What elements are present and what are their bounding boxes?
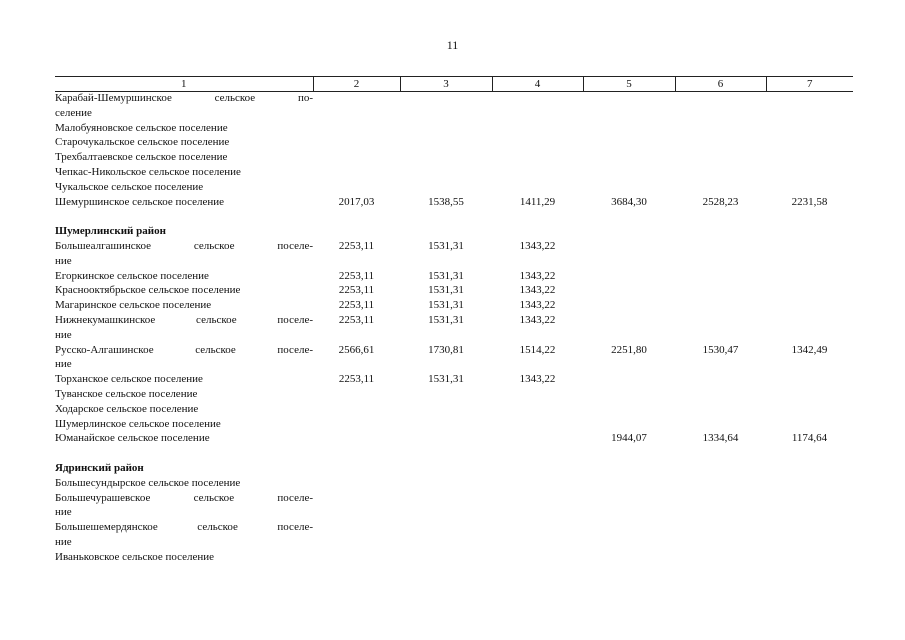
value-col-6 [675,270,766,285]
value-col-7: 2231,58 [791,195,828,208]
settlement-name: ние [55,328,72,341]
value-col-4 [492,477,583,492]
table-row [55,255,853,270]
value-col-7 [766,136,853,151]
value-col-2 [313,136,400,151]
settlement-name: Малобуяновское сельское поселение [55,121,228,134]
value-col-7 [766,122,853,137]
table-row [55,418,853,433]
value-col-3: 1531,31 [428,373,464,386]
value-col-3 [400,388,492,403]
value-col-7 [766,240,853,255]
value-col-2 [313,492,400,507]
value-col-4: 1343,22 [519,239,556,252]
value-col-7 [766,92,853,107]
value-col-2 [313,551,400,566]
value-col-5 [583,284,675,299]
value-col-2 [313,107,400,122]
column-header-4: 4 [492,77,583,92]
value-col-4 [492,403,583,418]
value-col-3: 1531,31 [428,239,464,252]
table-row [55,314,853,329]
value-col-3 [400,506,492,521]
value-col-3 [400,181,492,196]
settlement-name: Магаринское сельское поселение [55,299,212,312]
value-col-3 [400,92,492,107]
value-col-6 [675,314,766,329]
settlement-name: Большесундырское сельское поселение [55,476,241,489]
value-col-7 [766,151,853,166]
value-col-7 [766,166,853,181]
value-col-4 [492,506,583,521]
value-col-7 [766,536,853,551]
table-row [55,403,853,418]
value-col-7: 1342,49 [791,343,828,356]
value-col-7 [766,418,853,433]
table-row [55,551,853,566]
table-row [55,107,853,122]
table-row [55,358,853,373]
value-col-6 [675,166,766,181]
value-col-5 [583,403,675,418]
value-col-7 [766,521,853,536]
value-col-6 [675,418,766,433]
district-name: Ядринский район [55,461,144,474]
table-row [55,373,853,388]
table-row [55,492,853,507]
value-col-5 [583,166,675,181]
value-col-2: 2253,11 [338,313,375,326]
table-row [55,136,853,151]
value-col-6 [675,329,766,344]
value-col-5 [583,314,675,329]
settlement-name: Нижнекумашкинское сельское поселе- [55,313,313,326]
value-col-3 [400,551,492,566]
value-col-4 [492,551,583,566]
value-col-6 [675,122,766,137]
value-col-5: 2251,80 [611,343,647,356]
value-col-6 [675,151,766,166]
value-col-4 [492,136,583,151]
value-col-3 [400,536,492,551]
value-col-5 [583,122,675,137]
settlement-name: Торханское сельское поселение [55,373,203,386]
value-col-6: 1530,47 [702,343,739,356]
value-col-5 [583,388,675,403]
spacer-cell [55,210,853,225]
value-col-6 [675,358,766,373]
settlement-name: Старочукальское сельское поселение [55,136,230,149]
value-col-3: 1538,55 [428,195,464,208]
value-col-4 [492,151,583,166]
column-header-6: 6 [675,77,766,92]
value-col-4 [492,329,583,344]
value-col-3 [400,521,492,536]
value-col-5 [583,270,675,285]
value-col-2 [313,122,400,137]
settlement-name: Шемуршинское сельское поселение [55,195,225,208]
table-row [55,240,853,255]
value-col-5 [583,373,675,388]
value-col-5 [583,255,675,270]
value-col-2: 2017,03 [338,195,375,208]
value-col-7 [766,373,853,388]
value-col-4: 1514,22 [519,343,556,356]
value-col-2: 2566,61 [338,343,375,356]
value-col-4 [492,418,583,433]
value-col-7 [766,403,853,418]
table-row [55,536,853,551]
value-col-6 [675,506,766,521]
value-col-2: 2253,11 [338,239,375,252]
value-col-3 [400,492,492,507]
value-col-6 [675,521,766,536]
district-name: Шумерлинский район [55,225,166,238]
value-col-3 [400,403,492,418]
value-col-7 [766,388,853,403]
value-col-6 [675,284,766,299]
table-row [55,122,853,137]
value-col-4 [492,92,583,107]
value-col-6 [675,92,766,107]
settlement-name: Большешемердянское сельское поселе- [55,521,313,534]
value-col-6 [675,477,766,492]
value-col-3: 1730,81 [428,343,464,356]
value-col-4 [492,122,583,137]
value-col-6 [675,536,766,551]
value-col-6 [675,403,766,418]
spacer-row [55,210,853,225]
value-col-4: 1343,22 [519,373,556,386]
settlement-name: Шумерлинское сельское поселение [55,417,221,430]
settlement-table [55,76,853,566]
value-col-5: 3684,30 [611,195,647,208]
value-col-3 [400,329,492,344]
value-col-4 [492,388,583,403]
table-row [55,299,853,314]
value-col-6 [675,181,766,196]
value-col-2 [313,388,400,403]
settlement-name: селение [55,106,92,119]
settlement-name: ние [55,358,72,371]
value-col-2 [313,329,400,344]
value-col-4 [492,492,583,507]
value-col-4 [492,107,583,122]
table-row [55,432,853,447]
value-col-4: 1411,29 [519,195,556,208]
settlement-name: Юманайское сельское поселение [55,432,210,445]
value-col-7 [766,551,853,566]
district-row [55,462,853,477]
value-col-5 [583,240,675,255]
value-col-4 [492,255,583,270]
value-col-7 [766,358,853,373]
value-col-4 [492,358,583,373]
table-row [55,181,853,196]
value-col-4: 1343,22 [519,269,556,282]
value-col-6: 2528,23 [702,195,739,208]
table-row [55,344,853,359]
value-col-4 [492,536,583,551]
value-col-4 [492,432,583,447]
value-col-3 [400,136,492,151]
table-row [55,151,853,166]
value-col-2: 2253,11 [338,269,375,282]
table-row [55,329,853,344]
value-col-3 [400,151,492,166]
value-col-3: 1531,31 [428,269,464,282]
value-col-5 [583,136,675,151]
value-col-7 [766,506,853,521]
settlement-name: Егоркинское сельское поселение [55,269,209,282]
value-col-2 [313,181,400,196]
value-col-7: 1174,64 [791,432,828,445]
settlement-name: Туванское сельское поселение [55,387,198,400]
value-col-3: 1531,31 [428,284,464,297]
value-col-5 [583,521,675,536]
settlement-name: Русско-Алгашинское сельское поселе- [55,343,313,356]
table-row [55,521,853,536]
value-col-4 [492,521,583,536]
value-col-7 [766,492,853,507]
value-col-3 [400,418,492,433]
value-col-2: 2253,11 [338,284,375,297]
settlement-name: Краснооктябрьское сельское поселение [55,284,241,297]
column-number-row [55,77,853,92]
value-col-5 [583,551,675,566]
table-row [55,92,853,107]
value-col-2 [313,418,400,433]
value-col-6 [675,240,766,255]
value-col-5 [583,418,675,433]
settlement-name: ние [55,254,72,267]
settlement-name: Чукальское сельское поселение [55,180,204,193]
column-header-2: 2 [313,77,400,92]
value-col-7 [766,314,853,329]
value-col-2 [313,151,400,166]
value-col-7 [766,477,853,492]
value-col-7 [766,255,853,270]
value-col-5 [583,477,675,492]
table-body [55,92,853,566]
value-col-5 [583,151,675,166]
value-col-7 [766,329,853,344]
value-col-7 [766,181,853,196]
value-col-3 [400,432,492,447]
table-row [55,506,853,521]
value-col-6 [675,255,766,270]
value-col-6: 1334,64 [702,432,739,445]
table-row [55,284,853,299]
settlement-name: Иваньковское сельское поселение [55,550,215,563]
value-col-3 [400,107,492,122]
value-col-2 [313,403,400,418]
settlement-name: Большеалгашинское сельское поселе- [55,239,313,252]
page-number: 11 [446,38,459,52]
column-header-1: 1 [55,77,313,92]
value-col-5 [583,299,675,314]
value-col-2 [313,255,400,270]
value-col-4: 1343,22 [519,299,556,312]
value-col-6 [675,551,766,566]
value-col-2: 2253,11 [338,299,375,312]
value-col-6 [675,373,766,388]
value-col-7 [766,107,853,122]
table-row [55,166,853,181]
value-col-3: 1531,31 [428,299,464,312]
value-col-4: 1343,22 [519,313,556,326]
settlement-name: Ходарское сельское поселение [55,402,199,415]
value-col-5 [583,358,675,373]
value-col-3: 1531,31 [428,313,464,326]
value-col-5: 1944,07 [611,432,647,445]
value-col-6 [675,388,766,403]
value-col-7 [766,270,853,285]
table-row [55,196,853,211]
value-col-7 [766,284,853,299]
value-col-6 [675,136,766,151]
settlement-name: Чепкас-Никольское сельское поселение [55,165,241,178]
value-col-4: 1343,22 [519,284,556,297]
column-header-7: 7 [766,77,853,92]
value-col-7 [766,299,853,314]
column-header-5: 5 [583,77,675,92]
column-header-3: 3 [400,77,492,92]
settlement-name: Большечурашевское сельское поселе- [55,491,313,504]
value-col-2 [313,477,400,492]
value-col-5 [583,492,675,507]
value-col-4 [492,181,583,196]
value-col-2: 2253,11 [338,373,375,386]
value-col-6 [675,107,766,122]
value-col-2 [313,521,400,536]
value-col-5 [583,506,675,521]
settlement-name: ние [55,506,72,519]
value-col-5 [583,329,675,344]
settlement-name: Трехбалтаевское сельское поселение [55,151,228,164]
value-col-2 [313,506,400,521]
value-col-5 [583,107,675,122]
value-col-3 [400,358,492,373]
value-col-2 [313,536,400,551]
table-row [55,270,853,285]
value-col-6 [675,492,766,507]
value-col-2 [313,92,400,107]
settlement-name: Карабай-Шемуршинское сельское по- [55,92,313,104]
value-col-3 [400,122,492,137]
district-row [55,225,853,240]
value-col-6 [675,299,766,314]
settlement-name: ние [55,535,72,548]
value-col-3 [400,166,492,181]
table-row [55,477,853,492]
value-col-5 [583,92,675,107]
spacer-cell [55,447,853,462]
table-row [55,388,853,403]
value-col-5 [583,181,675,196]
value-col-3 [400,477,492,492]
value-col-4 [492,166,583,181]
value-col-2 [313,432,400,447]
value-col-5 [583,536,675,551]
value-col-2 [313,358,400,373]
value-col-3 [400,255,492,270]
spacer-row [55,447,853,462]
value-col-2 [313,166,400,181]
